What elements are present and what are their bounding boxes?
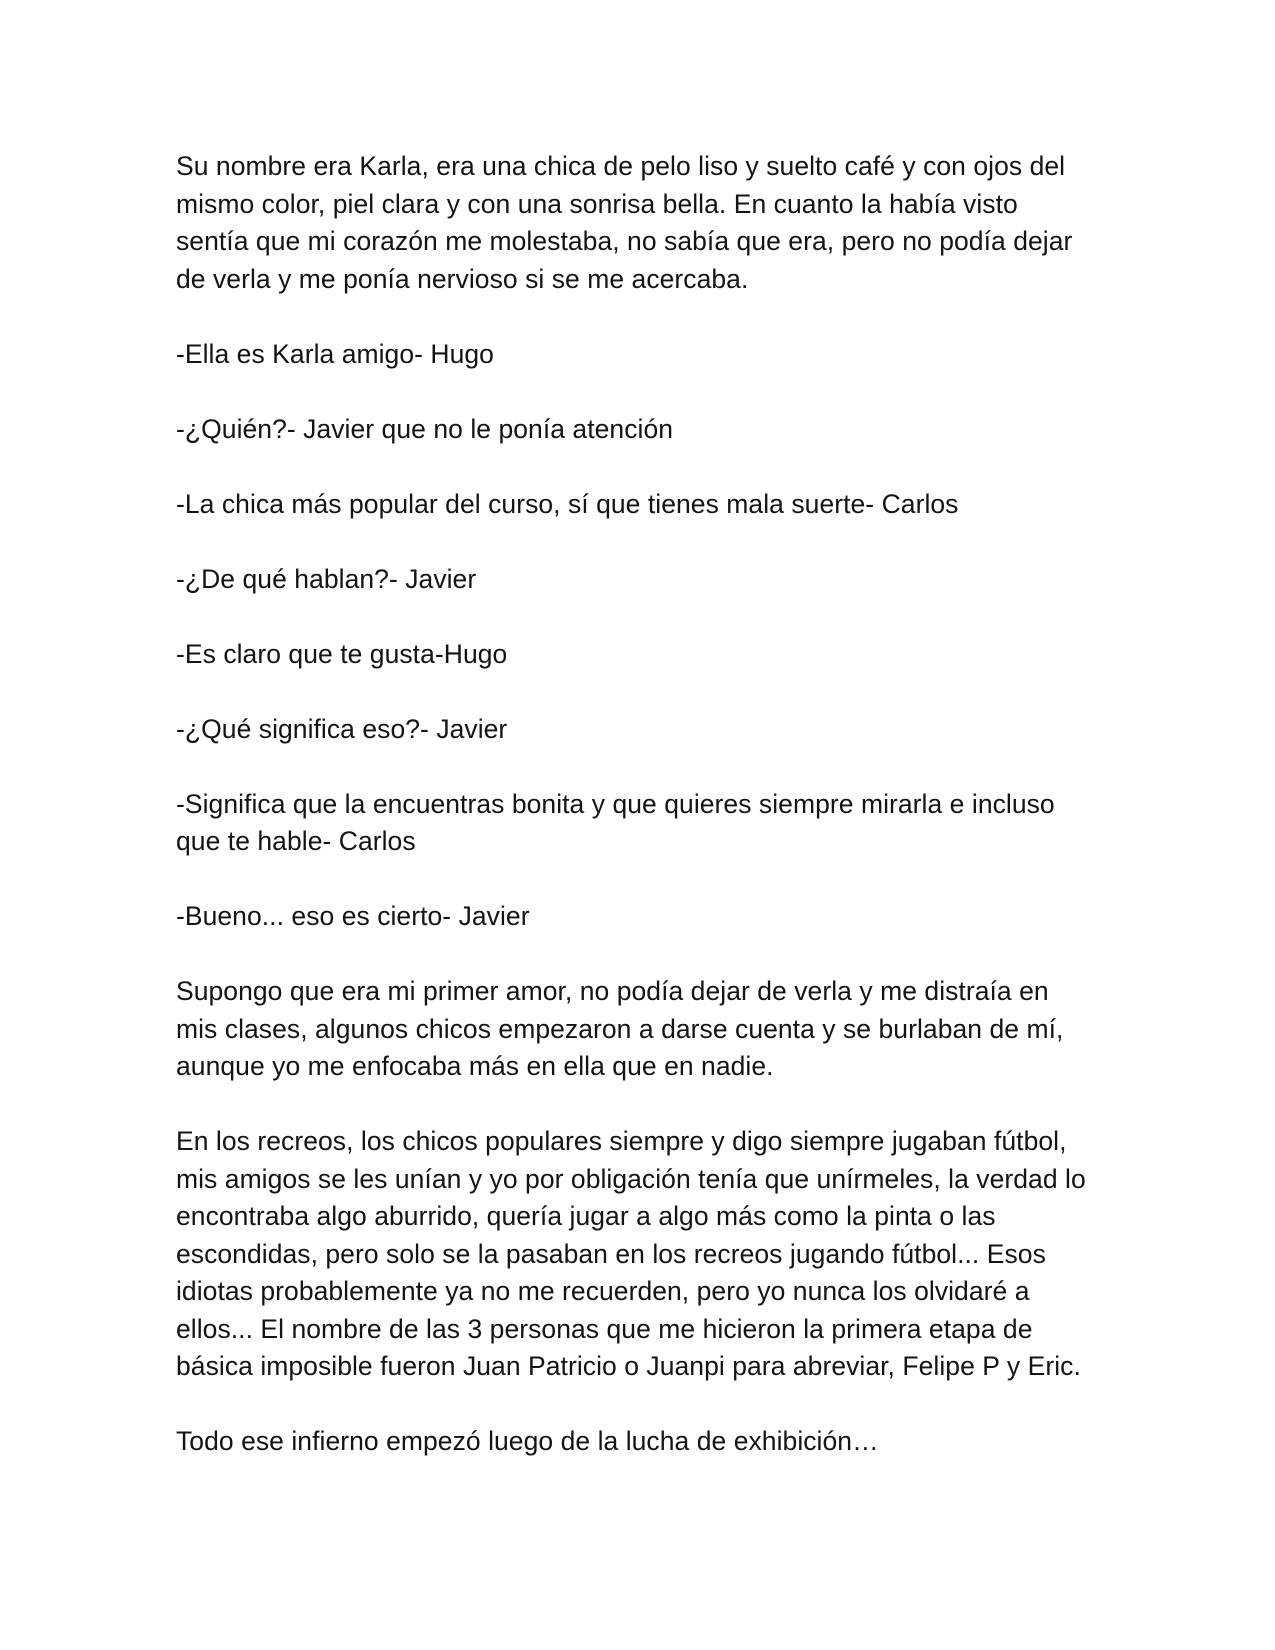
dialogue-line: -¿De qué hablan?- Javier [176,563,477,594]
paragraph-narrative: Supongo que era mi primer amor, no podía dejar de verla y me distraía en mis clases, algunos chicos empezaron a darse cuenta y se burlaban de mí, aunque yo me enfocaba más en ella que en nadie. [176,976,1064,1081]
dialogue-line: -¿Qué significa eso?- Javier [176,713,508,744]
document-body [176,148,1096,1461]
dialogue-line: -Es claro que te gusta-Hugo [176,638,508,669]
dialogue-line: -La chica más popular del curso, sí que tienes mala suerte- Carlos [176,488,959,519]
dialogue-line: -Significa que la encuentras bonita y que quieres siempre mirarla e incluso que te hable- Carlos [176,788,1055,856]
paragraph-closing: Todo ese infierno empezó luego de la lucha de exhibición… [176,1426,879,1456]
dialogue-line: -Ella es Karla amigo- Hugo [176,338,494,369]
dialogue-line: -Bueno... eso es cierto- Javier [176,901,530,931]
paragraph-intro: Su nombre era Karla, era una chica de pelo liso y suelto café y con ojos del mismo color, piel clara y con una sonrisa bella. En cuanto la había visto sentía que mi corazón me molestaba, no sabía que era, pero no podía dejar de verla y me ponía nervioso si se me acercaba. [176,151,1073,294]
dialogue-line: -¿Quién?- Javier que no le ponía atención [176,413,674,444]
paragraph-narrative: En los recreos, los chicos populares siempre y digo siempre jugaban fútbol, mis amigos se les unían y yo por obligación tenía que unírmeles, la verdad lo encontraba algo aburrido, quería jugar a algo más como la pinta o las escondidas, pero solo se la pasaban en los recreos jugando fútbol... Esos idiotas probablemente ya no me recuerden, pero yo nunca los olvidaré a ellos... El nombre de las 3 personas que me hicieron la primera etapa de básica imposible fueron Juan Patricio o Juanpi para abreviar, Felipe P y Eric. [176,1126,1086,1381]
